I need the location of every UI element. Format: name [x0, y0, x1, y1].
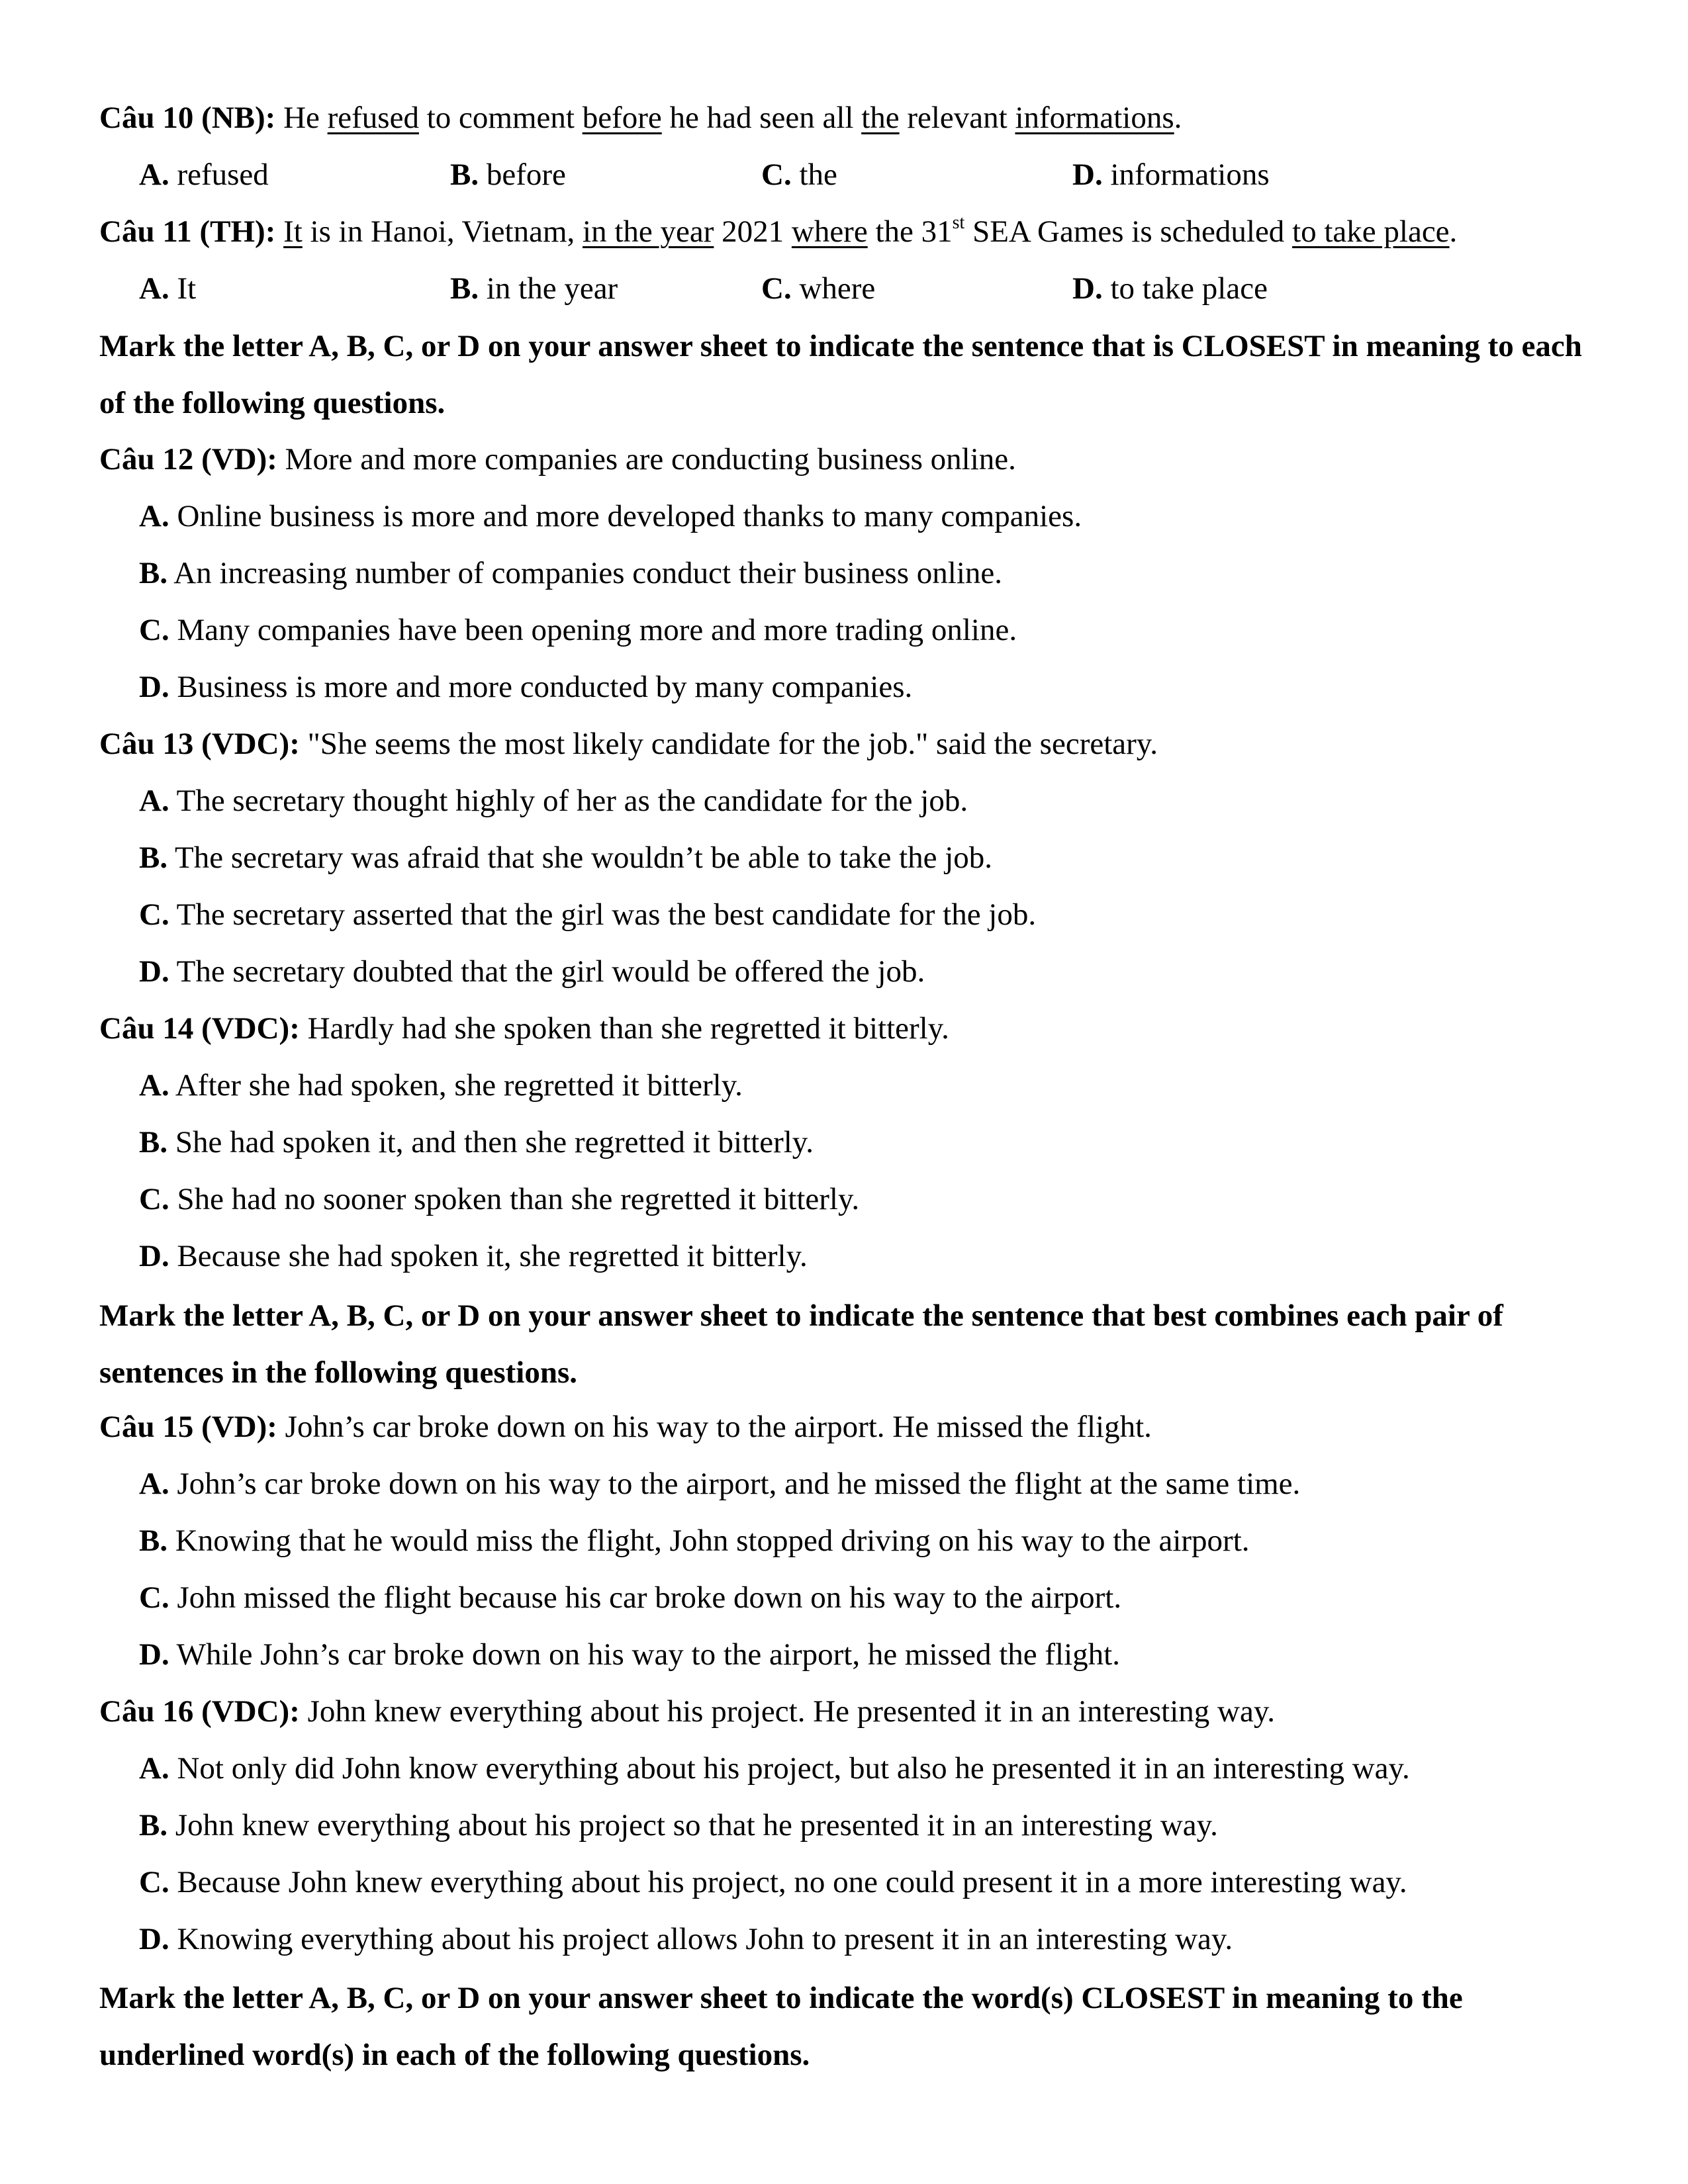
section-instruction: Mark the letter A, B, C, or D on your answer sheet to indicate the sentence that best combines each pair of sentences in the following questions.	[99, 1298, 1503, 1390]
question-text: relevant	[899, 101, 1015, 135]
section-instruction: Mark the letter A, B, C, or D on your answer sheet to indicate the word(s) CLOSEST in meaning to the underlined word(s) in each of the following questions.	[99, 1981, 1463, 2072]
option-b[interactable]: B. in the year	[450, 271, 618, 306]
question-text: .	[1174, 101, 1182, 135]
option-c[interactable]: C. the	[761, 158, 837, 192]
question-12	[99, 441, 1595, 478]
underlined-word: to take place	[1292, 214, 1450, 249]
option-c[interactable]: C. Because John knew everything about his project, no one could present it in a more interesting way.	[139, 1865, 1407, 1899]
underlined-word: refused	[327, 101, 419, 135]
question-14	[99, 1010, 1595, 1047]
ordinal-suffix: st	[952, 212, 965, 233]
option-d[interactable]: D. to take place	[1072, 271, 1268, 306]
option-b[interactable]: B. The secretary was afraid that she wouldn’t be able to take the job.	[139, 841, 993, 875]
question-label: Câu 10 (NB):	[99, 101, 276, 135]
question-text: John’s car broke down on his way to the airport. He missed the flight.	[277, 1410, 1152, 1444]
question-text: to comment	[418, 101, 583, 135]
option-a[interactable]: A. Online business is more and more developed thanks to many companies.	[139, 499, 1082, 533]
question-10	[99, 99, 1595, 136]
option-a[interactable]: A. refused	[139, 158, 269, 192]
option-c[interactable]: C. John missed the flight because his car broke down on his way to the airport.	[139, 1580, 1122, 1615]
question-text: More and more companies are conducting business online.	[277, 442, 1016, 477]
option-a[interactable]: A. Not only did John know everything about his project, but also he presented it in an interesting way.	[139, 1751, 1410, 1786]
underlined-word: where	[791, 214, 868, 249]
underlined-word: the	[861, 101, 900, 135]
question-text: he had seen all	[661, 101, 862, 135]
question-10-options	[139, 156, 1635, 193]
option-c[interactable]: C. She had no sooner spoken than she regretted it bitterly.	[139, 1182, 860, 1216]
question-label: Câu 12 (VD):	[99, 442, 277, 477]
option-b[interactable]: B. An increasing number of companies conduct their business online.	[139, 556, 1002, 590]
option-d[interactable]: D. The secretary doubted that the girl would be offered the job.	[139, 954, 925, 989]
option-d[interactable]: D. Knowing everything about his project allows John to present it in an interesting way.	[139, 1922, 1233, 1956]
option-a[interactable]: A. It	[139, 271, 197, 306]
question-label: Câu 13 (VDC):	[99, 727, 300, 761]
underlined-word: informations	[1015, 101, 1174, 135]
question-11: Câu 11 (TH): It is in Hanoi, Vietnam, in the year 2021 where the 31st SEA Games is scheduled to take place.	[99, 212, 1458, 249]
option-c[interactable]: C. The secretary asserted that the girl was the best candidate for the job.	[139, 897, 1037, 932]
option-b[interactable]: B. John knew everything about his project so that he presented it in an interesting way.	[139, 1808, 1218, 1843]
option-c[interactable]: C. where	[761, 271, 876, 306]
underlined-word: before	[582, 101, 662, 135]
question-text: Hardly had she spoken than she regretted it bitterly.	[299, 1011, 949, 1046]
question-16	[99, 1693, 1595, 1730]
option-d[interactable]: D. Because she had spoken it, she regretted it bitterly.	[139, 1239, 808, 1273]
question-15	[99, 1408, 1595, 1445]
option-a[interactable]: A. The secretary thought highly of her as the candidate for the job.	[139, 784, 968, 818]
question-label: Câu 14 (VDC):	[99, 1011, 300, 1046]
option-d[interactable]: D. informations	[1072, 158, 1270, 192]
option-d[interactable]: D. Business is more and more conducted by many companies.	[139, 670, 913, 704]
option-b[interactable]: B. Knowing that he would miss the flight, John stopped driving on his way to the airport.	[139, 1524, 1250, 1558]
underlined-word: in the year	[583, 214, 714, 249]
question-text: John knew everything about his project. He presented it in an interesting way.	[299, 1694, 1276, 1729]
option-d[interactable]: D. While John’s car broke down on his way to the airport, he missed the flight.	[139, 1637, 1120, 1672]
option-a[interactable]: A. John’s car broke down on his way to the airport, and he missed the flight at the same time.	[139, 1467, 1301, 1501]
option-b[interactable]: B. before	[450, 158, 566, 192]
option-a[interactable]: A. After she had spoken, she regretted it bitterly.	[139, 1068, 743, 1103]
question-text: "She seems the most likely candidate for the job." said the secretary.	[299, 727, 1158, 761]
option-b[interactable]: B. She had spoken it, and then she regretted it bitterly.	[139, 1125, 814, 1160]
question-text: He	[275, 101, 328, 135]
underlined-word: It	[283, 214, 303, 249]
question-11-options	[139, 270, 1635, 307]
question-label: Câu 11 (TH):	[99, 214, 276, 249]
section-instruction: Mark the letter A, B, C, or D on your answer sheet to indicate the sentence that is CLOSEST in meaning to each of the following questions.	[99, 329, 1582, 420]
question-label: Câu 16 (VDC):	[99, 1694, 300, 1729]
question-label: Câu 15 (VD):	[99, 1410, 277, 1444]
question-13	[99, 725, 1595, 762]
option-c[interactable]: C. Many companies have been opening more and more trading online.	[139, 613, 1017, 647]
